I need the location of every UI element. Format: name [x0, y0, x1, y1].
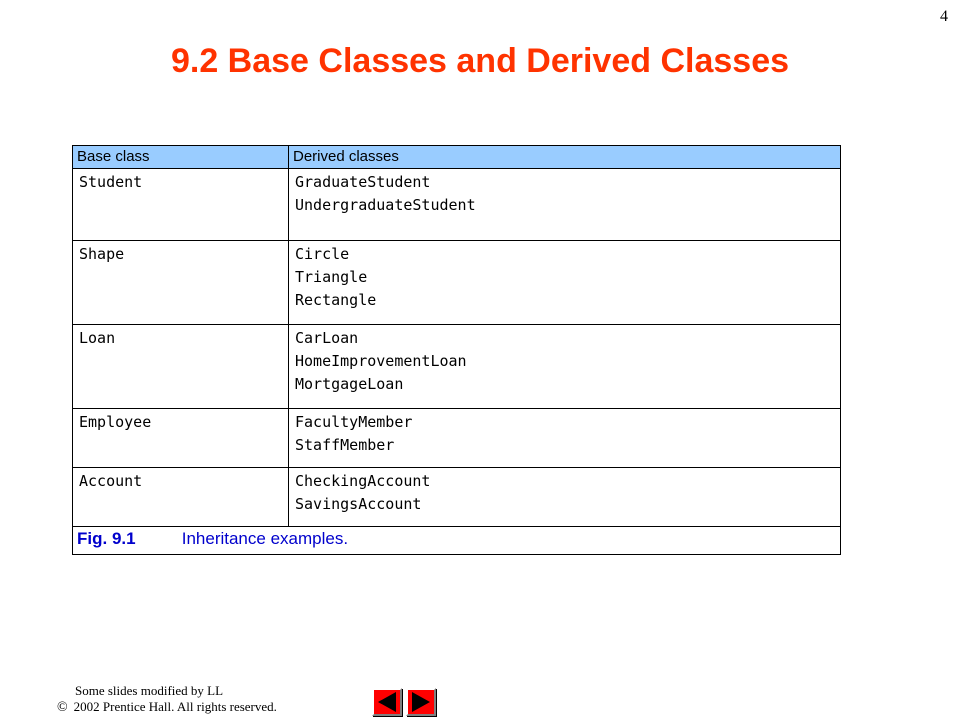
copyright-text: 2002 Prentice Hall. All rights reserved.: [73, 699, 277, 714]
derived-classes-cell: [289, 241, 841, 325]
next-slide-button[interactable]: [406, 688, 436, 716]
derived-class-name: Circle: [295, 245, 350, 263]
base-class-cell: [73, 325, 289, 409]
left-triangle-arrow-icon: [374, 690, 400, 714]
derived-class-name: UndergraduateStudent: [295, 196, 476, 214]
base-class-name: Student: [79, 173, 143, 191]
table-row: [73, 325, 841, 409]
table-header-row: [73, 146, 841, 169]
inheritance-table: [72, 145, 841, 555]
figure-caption-row: [73, 527, 841, 555]
table-row: [73, 468, 841, 527]
base-class-name: Account: [79, 472, 143, 490]
table-row: [73, 169, 841, 241]
derived-classes-cell: [289, 325, 841, 409]
base-class-name: Shape: [79, 245, 125, 263]
previous-slide-button[interactable]: [372, 688, 402, 716]
base-class-cell: [73, 468, 289, 527]
derived-class-name: MortgageLoan: [295, 375, 404, 393]
figure-caption: Inheritance examples.: [181, 529, 349, 548]
derived-class-name: CheckingAccount: [295, 472, 431, 490]
table-row: [73, 409, 841, 468]
derived-classes-cell: [289, 468, 841, 527]
header-derived-classes: Derived classes: [289, 146, 841, 169]
base-class-cell: [73, 409, 289, 468]
base-class-cell: [73, 169, 289, 241]
derived-class-name: GraduateStudent: [295, 173, 431, 191]
derived-classes-cell: [289, 169, 841, 241]
right-triangle-arrow-icon: [408, 690, 434, 714]
derived-class-name: SavingsAccount: [295, 495, 422, 513]
copyright-symbol: ©: [57, 700, 68, 715]
modified-note: Some slides modified by LL: [75, 683, 224, 698]
derived-classes-cell: [289, 409, 841, 468]
copyright-notice: [57, 699, 277, 716]
base-class-name: Employee: [79, 413, 152, 431]
slide-title: 9.2 Base Classes and Derived Classes: [170, 42, 790, 80]
derived-class-name: CarLoan: [295, 329, 359, 347]
derived-class-name: Triangle: [295, 268, 368, 286]
derived-class-name: FacultyMember: [295, 413, 413, 431]
header-base-class: Base class: [73, 146, 289, 169]
base-class-name: Loan: [79, 329, 116, 347]
base-class-cell: [73, 241, 289, 325]
derived-class-name: StaffMember: [295, 436, 395, 454]
table-row: [73, 241, 841, 325]
page-number: 4: [940, 8, 948, 25]
derived-class-name: Rectangle: [295, 291, 377, 309]
derived-class-name: HomeImprovementLoan: [295, 352, 467, 370]
figure-caption-cell: [73, 527, 841, 555]
figure-label: Fig. 9.1: [77, 529, 136, 548]
